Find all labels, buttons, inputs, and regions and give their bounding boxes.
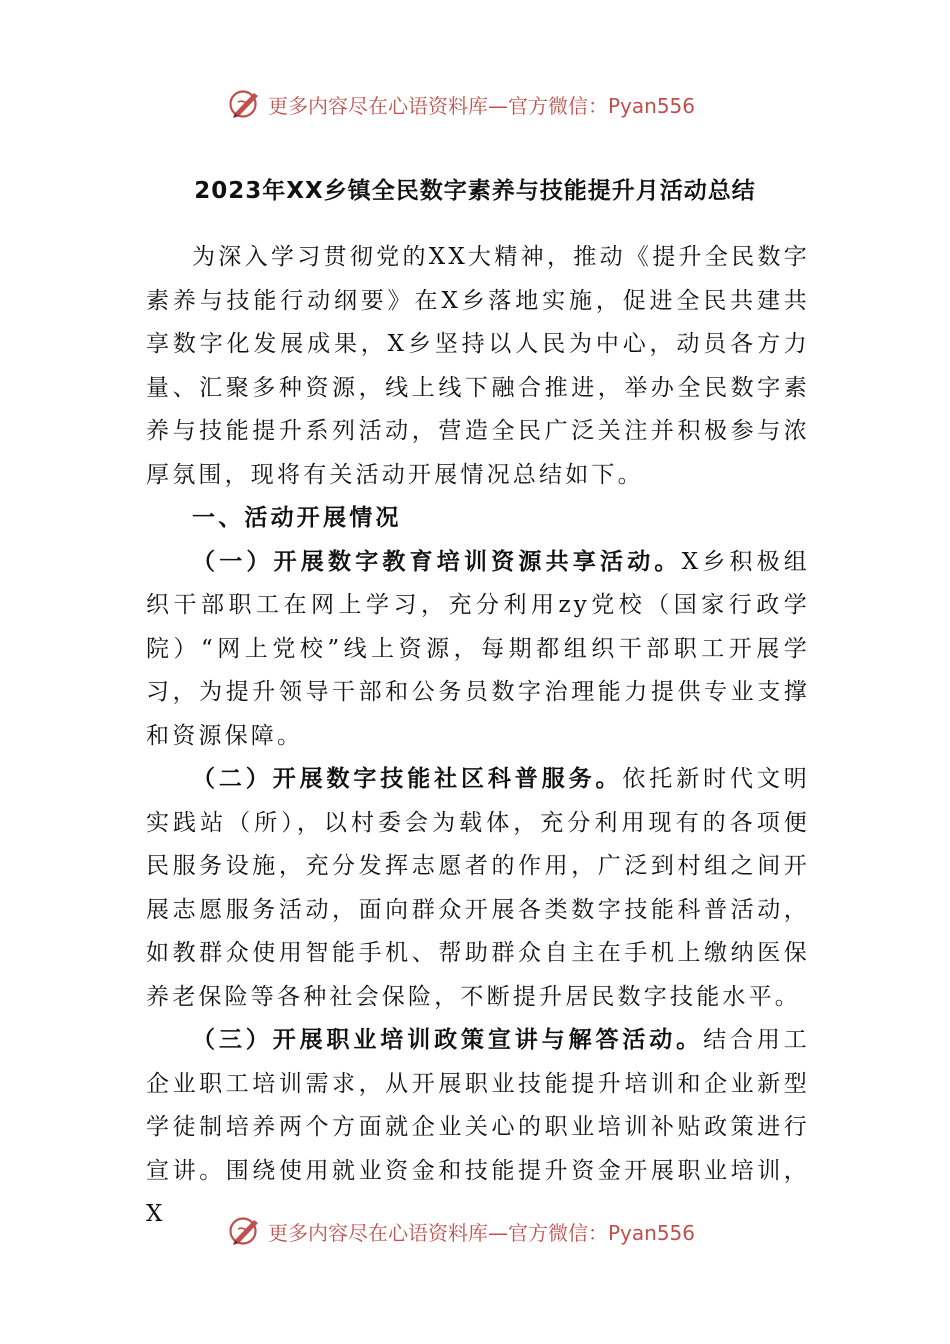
header-banner (228, 84, 728, 124)
document-title: 2023年XX乡镇全民数字素养与技能提升月活动总结 (194, 178, 756, 204)
item-lead-2: （二）开展数字技能社区科普服务。 (192, 766, 623, 792)
intro-paragraph: 为深入学习贯彻党的XX大精神，推动《提升全民数字素养与技能行动纲要》在X乡落地实施，促进全民共建共享数字化发展成果，X乡坚持以人民为中心，动员各方力量、汇聚多种资源，线上线下融合推进，举办全民数字素养与技能提升系列活动，营造全民广泛关注并积极参与浓厚氛围，现将有关活动开展情况总结如下。 (146, 244, 810, 488)
item-body-3: 结合用工企业职工培训需求，从开展职业技能提升培训和企业新型学徒制培养两个方面就企业关心的职业培训补贴政策进行宣讲。围绕使用就业资金和技能提升资金开展职业培训，X (146, 1027, 810, 1227)
section-heading: 一、活动开展情况 (192, 505, 402, 531)
item-paragraph-3 (146, 1019, 810, 1237)
item-lead-3: （三）开展职业培训政策宣讲与解答活动。 (192, 1027, 704, 1053)
footer-banner (228, 1211, 728, 1251)
item-lead-1: （一）开展数字教育培训资源共享活动。 (192, 548, 682, 575)
item-paragraph-1 (146, 541, 810, 759)
header-banner-text: 更多内容尽在心语资料库—官方微信：Pyan556 (268, 93, 696, 118)
item-body-2: 依托新时代文明实践站（所），以村委会为载体，充分利用现有的各项便民服务设施，充分发挥志愿者的作用，广泛到村组之间开展志愿服务活动，面向群众开展各类数字技能科普活动，如教群众使用智能手机、帮助群众自主在手机上缴纳医保养老保险等各种社会保险，不断提升居民数字技能水平。 (146, 766, 811, 1010)
footer-banner-text: 更多内容尽在心语资料库—官方微信：Pyan556 (268, 1220, 696, 1245)
item-body-1: X乡积极组织干部职工在网上学习，充分利用zy党校（国家行政学院）“网上党校”线上资源，每期都组织干部职工开展学习，为提升领导干部和公务员数字治理能力提供专业支撑和资源保障。 (146, 548, 811, 749)
item-paragraph-2 (146, 758, 810, 1019)
document-body (146, 236, 810, 1237)
pen-logo-icon (228, 87, 262, 121)
pen-logo-icon (228, 1214, 262, 1248)
